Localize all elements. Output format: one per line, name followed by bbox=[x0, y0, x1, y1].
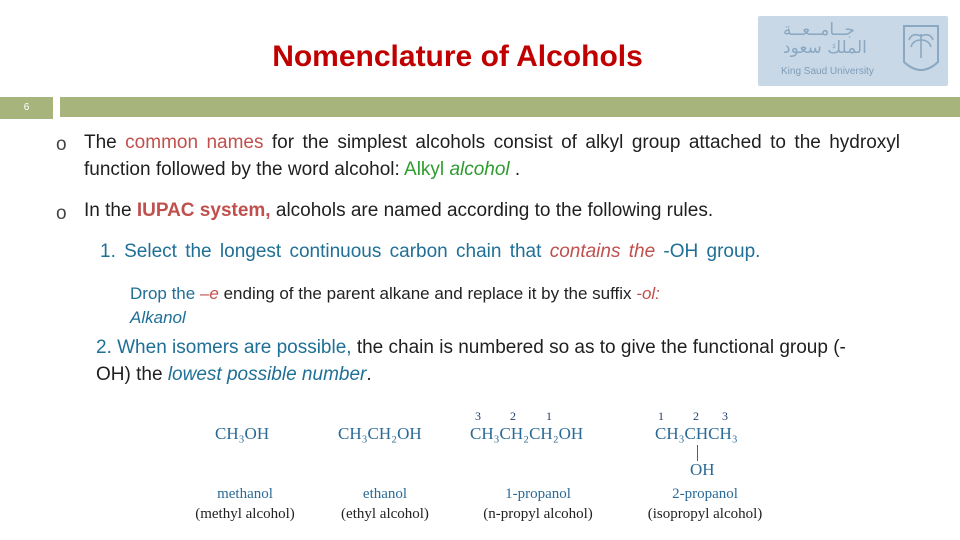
logo-arabic-line2: الملك سعود bbox=[783, 38, 867, 58]
common-1-propanol: (n-propyl alcohol) bbox=[483, 506, 593, 522]
formula-ethanol: CH₃CH₂OH bbox=[338, 424, 422, 443]
rule-1-drop-e: Drop the –e ending of the parent alkane and replace it by the suffix -ol: Alkanol bbox=[130, 284, 660, 327]
header-divider-bar bbox=[60, 97, 960, 117]
name-ethanol: ethanol bbox=[362, 486, 408, 502]
slide-title: Nomenclature of Alcohols bbox=[272, 40, 643, 73]
formula-2-propanol: CH₃CHCH₃ bbox=[655, 424, 738, 443]
formula-1-propanol: CH₃CH₂CH₂OH bbox=[470, 424, 584, 443]
carbon-number: 1 bbox=[658, 409, 664, 423]
bullet-marker: o bbox=[56, 134, 67, 155]
palm-emblem-icon bbox=[900, 22, 942, 78]
formula-methanol: CH₃OH bbox=[215, 424, 270, 443]
name-2-propanol: 2-propanol bbox=[672, 486, 738, 502]
common-methanol: (methyl alcohol) bbox=[195, 506, 295, 522]
carbon-number: 1 bbox=[546, 409, 552, 423]
logo-arabic-line1: جــامــعــة bbox=[783, 20, 855, 40]
common-ethanol: (ethyl alcohol) bbox=[341, 506, 429, 522]
bullet-marker: o bbox=[56, 203, 67, 224]
university-logo bbox=[758, 16, 948, 86]
bond-line bbox=[697, 445, 698, 461]
iupac-term: IUPAC system, bbox=[136, 200, 271, 221]
carbon-number: 3 bbox=[475, 409, 481, 423]
common-names-term: common names bbox=[125, 132, 264, 153]
slide-number: 6 bbox=[0, 97, 53, 119]
rule-1: 1. Select the longest continuous carbon chain that contains the -OH group. bbox=[100, 241, 761, 262]
carbon-number: 2 bbox=[693, 409, 699, 423]
name-methanol: methanol bbox=[217, 486, 273, 502]
logo-english: King Saud University bbox=[781, 66, 874, 77]
bullet-iupac: In the IUPAC system, alcohols are named according to the following rules. bbox=[84, 200, 714, 221]
carbon-number: 3 bbox=[722, 409, 728, 423]
name-1-propanol: 1-propanol bbox=[505, 486, 571, 502]
bullet-common-names: The common names for the simplest alcohols consist of alkyl group attached to the hydroxyl function followed by the word alcohol: Alkyl alcohol . bbox=[84, 132, 900, 180]
common-2-propanol: (isopropyl alcohol) bbox=[647, 506, 763, 522]
substituent-oh: OH bbox=[690, 460, 715, 479]
rule-2: 2. When isomers are possible, the chain is numbered so as to give the functional group (-OH) the lowest possible number. bbox=[96, 337, 846, 385]
carbon-number: 2 bbox=[510, 409, 516, 423]
